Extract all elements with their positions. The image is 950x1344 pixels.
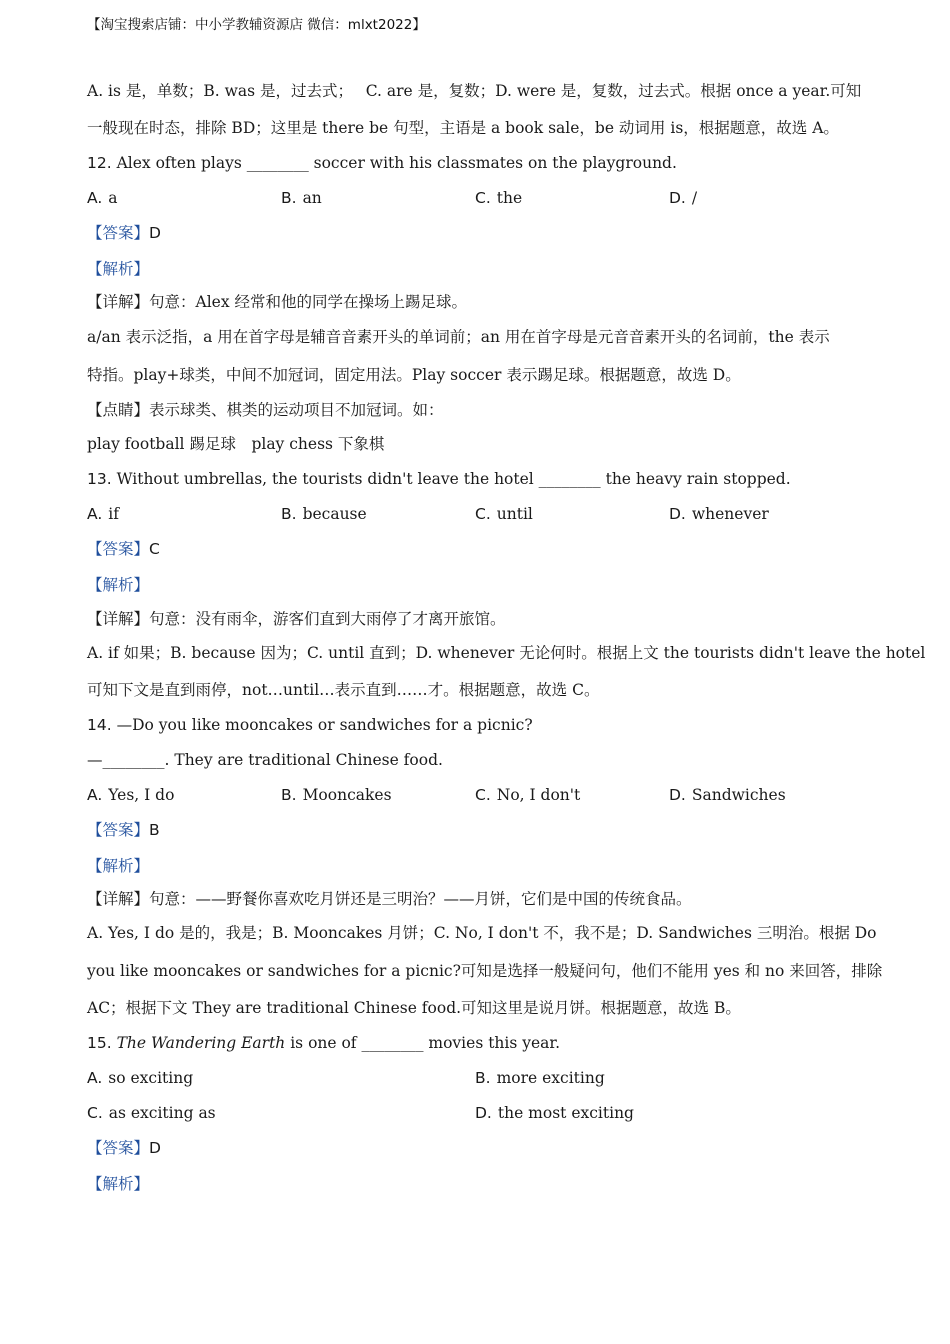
option-a: A. if <box>87 505 119 523</box>
option-b: B. Mooncakes <box>281 786 392 804</box>
question-text: —Do you like mooncakes or sandwiches for a picnic? <box>116 716 533 734</box>
question-text: Alex often plays ________ soccer with his classmates on the playground. <box>116 154 677 172</box>
answer-tag: 【答案】 <box>87 1139 150 1157</box>
option-b: B. because <box>281 505 367 523</box>
answer-tag: 【答案】 <box>87 540 150 558</box>
question-14-stem-line-2: —________. They are traditional Chinese food. <box>87 751 443 769</box>
option-a: A. Yes, I do <box>87 786 175 804</box>
prev-explanation-line-2: 一般现在时态，排除 BD；这里是 there be 句型，主语是 a book sale，be 动词用 is，根据题意，故选 A。 <box>87 119 839 137</box>
question-13-analysis-tag: 【解析】 <box>87 576 150 594</box>
question-12-explanation-line-2: 特指。play+球类，中间不加冠词，固定用法。Play soccer 表示踢足球。根据题意，故选 D。 <box>87 366 741 384</box>
question-12-answer <box>87 222 161 244</box>
question-number: 14. <box>87 716 112 734</box>
prev-explanation-line-1: A. is 是，单数；B. was 是，过去式； C. are 是，复数；D. were 是，复数，过去式。根据 once a year.可知 <box>87 82 862 100</box>
question-13-explanation-line-2: 可知下文是直到雨停，not…until…表示直到……才。根据题意，故选 C。 <box>87 681 600 699</box>
question-12-stem <box>87 152 677 174</box>
answer-value: D <box>149 1139 161 1157</box>
answer-tag: 【答案】 <box>87 821 150 839</box>
question-14-analysis-tag: 【解析】 <box>87 857 150 875</box>
question-15-options-row-1 <box>87 1067 867 1089</box>
question-13-explanation-line-1: A. if 如果；B. because 因为；C. until 直到；D. whenever 无论何时。根据上文 the tourists didn't leave the hotel <box>87 644 926 662</box>
question-14-explanation-line-2: you like mooncakes or sandwiches for a picnic?可知是选择一般疑问句，他们不能用 yes 和 no 来回答，排除 <box>87 962 883 980</box>
question-14-answer <box>87 819 160 841</box>
question-12-options <box>87 187 867 209</box>
question-14-options <box>87 784 867 806</box>
answer-value: D <box>149 224 161 242</box>
question-13-answer <box>87 538 160 560</box>
question-12-tip-example: play football 踢足球 play chess 下象棋 <box>87 435 385 453</box>
question-number: 15. <box>87 1034 112 1052</box>
option-c: C. No, I don't <box>475 786 581 804</box>
option-d: D. / <box>669 189 698 207</box>
question-14-stem <box>87 714 533 736</box>
question-12-analysis-tag: 【解析】 <box>87 260 150 278</box>
option-b: B. more exciting <box>475 1069 605 1087</box>
option-a: A. a <box>87 189 118 207</box>
question-12-detail: 【详解】句意：Alex 经常和他的同学在操场上踢足球。 <box>87 293 467 311</box>
question-number: 13. <box>87 470 112 488</box>
question-14-detail: 【详解】句意：——野餐你喜欢吃月饼还是三明治？——月饼，它们是中国的传统食品。 <box>87 890 692 908</box>
question-14-explanation-line-1: A. Yes, I do 是的，我是；B. Mooncakes 月饼；C. No, I don't 不，我不是；D. Sandwiches 三明治。根据 Do <box>87 924 877 942</box>
movie-title: The Wandering Earth <box>116 1034 286 1052</box>
question-15-options-row-2 <box>87 1102 867 1124</box>
option-c: C. the <box>475 189 523 207</box>
answer-value: B <box>149 821 160 839</box>
question-text: Without umbrellas, the tourists didn't leave the hotel ________ the heavy rain stopped. <box>116 470 791 488</box>
option-a: A. so exciting <box>87 1069 194 1087</box>
answer-value: C <box>149 540 160 558</box>
question-number: 12. <box>87 154 112 172</box>
option-d: D. whenever <box>669 505 769 523</box>
question-12-explanation-line-1: a/an 表示泛指，a 用在首字母是辅音音素开头的单词前；an 用在首字母是元音音素开头的名词前，the 表示 <box>87 328 830 346</box>
question-12-tip: 【点睛】表示球类、棋类的运动项目不加冠词。如： <box>87 401 444 419</box>
question-text: is one of ________ movies this year. <box>285 1034 561 1052</box>
option-c: C. until <box>475 505 533 523</box>
question-13-stem <box>87 468 791 490</box>
option-c: C. as exciting as <box>87 1104 216 1122</box>
question-15-analysis-tag: 【解析】 <box>87 1175 150 1193</box>
option-d: D. Sandwiches <box>669 786 786 804</box>
page-header: 【淘宝搜索店铺：中小学教辅资源店 微信：mlxt2022】 <box>87 17 426 33</box>
option-d: D. the most exciting <box>475 1104 634 1122</box>
question-15-answer <box>87 1137 161 1159</box>
answer-tag: 【答案】 <box>87 224 150 242</box>
question-13-options <box>87 503 867 525</box>
option-b: B. an <box>281 189 322 207</box>
question-13-detail: 【详解】句意：没有雨伞，游客们直到大雨停了才离开旅馆。 <box>87 610 506 628</box>
question-15-stem <box>87 1032 560 1054</box>
question-14-explanation-line-3: AC；根据下文 They are traditional Chinese food.可知这里是说月饼。根据题意，故选 B。 <box>87 999 741 1017</box>
